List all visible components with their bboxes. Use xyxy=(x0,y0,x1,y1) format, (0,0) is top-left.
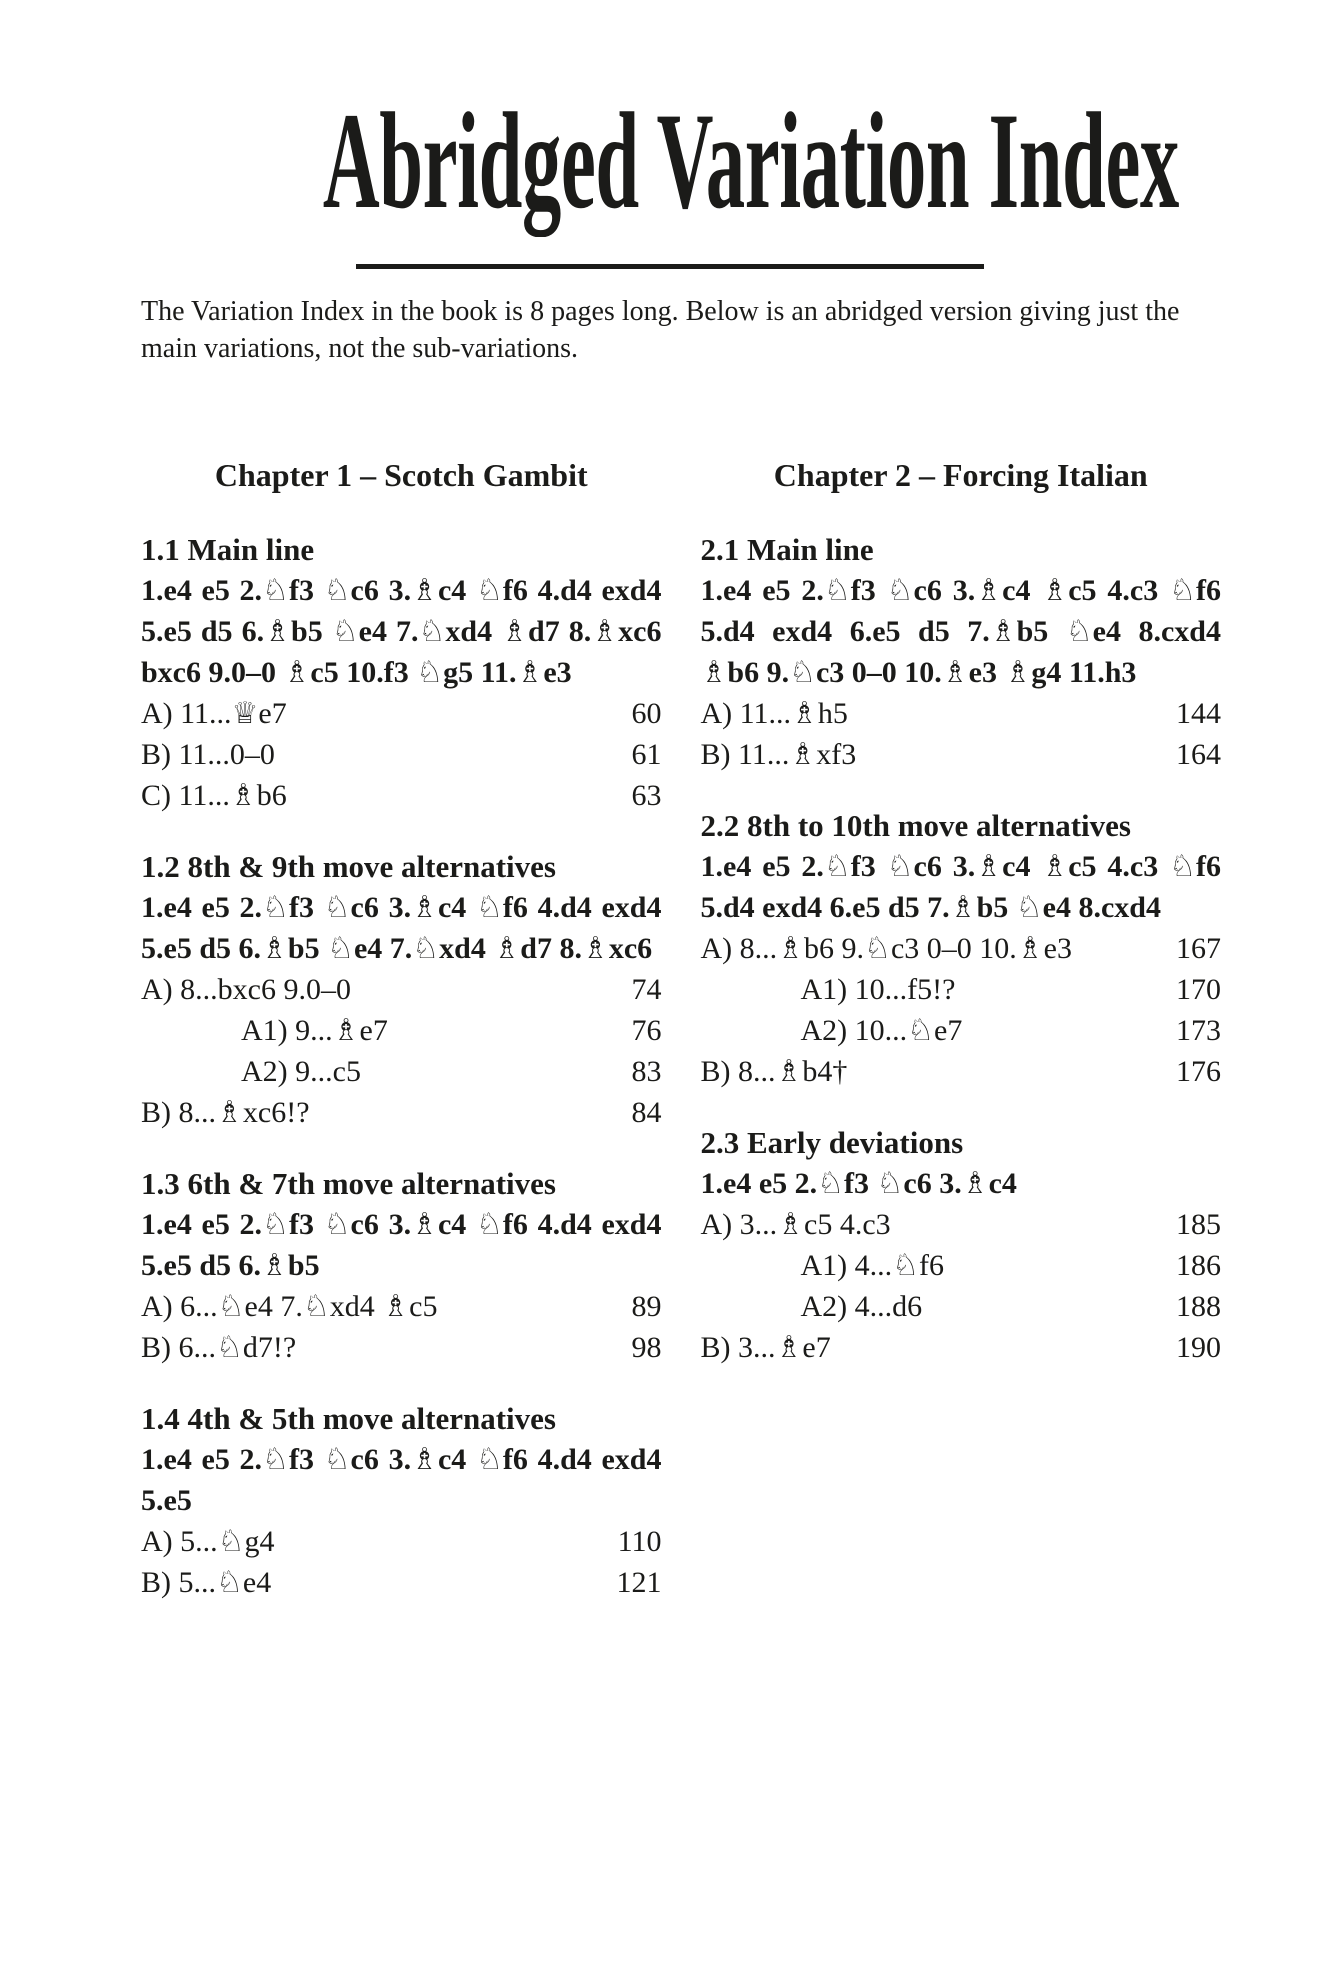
page-number: 144 xyxy=(1176,697,1221,730)
variation-label: B) 6...♘d7!? xyxy=(141,1331,297,1364)
variation-label: A) 6...♘e4 7.♘xd4 ♗c5 xyxy=(141,1290,438,1323)
variation-label: B) 8...♗xc6!? xyxy=(141,1096,310,1129)
page-number: 84 xyxy=(631,1096,662,1129)
chapter-heading: Chapter 1 – Scotch Gambit xyxy=(214,457,588,493)
variation-line xyxy=(141,1521,662,1562)
variation-label: A2) 4...d6 xyxy=(800,1290,923,1323)
variation-label: B) 5...♘e4 xyxy=(141,1566,272,1599)
variation-section xyxy=(701,529,1222,775)
variation-label: A2) 10...♘e7 xyxy=(800,1014,963,1047)
page-number: 164 xyxy=(1176,738,1221,771)
variation-line xyxy=(701,1204,1222,1245)
variation-label: B) 11...♗xf3 xyxy=(700,738,857,771)
variation-line xyxy=(141,1286,662,1327)
page-number: 61 xyxy=(631,738,662,771)
variation-section xyxy=(141,1163,662,1368)
page-number: 98 xyxy=(631,1331,662,1364)
variation-section xyxy=(141,1398,662,1603)
page-number: 176 xyxy=(1176,1055,1221,1088)
main-line-moves: 1.e4 e5 2.♘f3 ♘c6 3.♗c4 ♘f6 4.d4 exd4 5.e5 d5 6.♗b5 ♘e4 7.♘xd4 ♗d7 8.♗xc6 bxc6 9.0–0 ♗c5 10.f3 ♘g5 11.♗e3 xyxy=(141,574,662,689)
variation-label: A1) 10...f5!? xyxy=(800,973,956,1006)
variation-lines xyxy=(701,693,1222,775)
variation-label: A2) 9...c5 xyxy=(241,1055,361,1088)
variation-line xyxy=(701,1286,1222,1327)
section-heading: 1.1 Main line xyxy=(141,532,315,567)
variation-line xyxy=(701,693,1222,734)
variation-label: A) 8...♗b6 9.♘c3 0–0 10.♗e3 xyxy=(700,932,1072,965)
page-number: 188 xyxy=(1176,1290,1221,1323)
variation-section xyxy=(701,805,1222,1092)
intro-paragraph: The Variation Index in the book is 8 pages long. Below is an abridged version giving just the main variations, not the sub-variations. xyxy=(141,296,1180,364)
title-rule xyxy=(356,264,984,269)
page-number: 83 xyxy=(631,1055,662,1088)
section-heading: 2.1 Main line xyxy=(700,532,874,567)
page-title xyxy=(0,84,1339,237)
variation-line xyxy=(141,969,662,1010)
main-line-moves: 1.e4 e5 2.♘f3 ♘c6 3.♗c4 ♗c5 4.c3 ♘f6 5.d4 exd4 6.e5 d5 7.♗b5 ♘e4 8.cxd4 xyxy=(700,850,1221,924)
variation-line xyxy=(141,1562,662,1603)
variation-line xyxy=(141,1092,662,1133)
variation-line xyxy=(701,928,1222,969)
page-number: 167 xyxy=(1176,932,1221,965)
variation-section xyxy=(141,846,662,1133)
variation-lines xyxy=(701,928,1222,1092)
section-heading: 1.4 4th & 5th move alternatives xyxy=(141,1401,556,1436)
section-heading: 2.3 Early deviations xyxy=(700,1125,964,1160)
variation-line xyxy=(701,1051,1222,1092)
chapter-heading: Chapter 2 – Forcing Italian xyxy=(773,457,1148,493)
page-number: 173 xyxy=(1176,1014,1221,1047)
variation-label: C) 11...♗b6 xyxy=(141,779,287,812)
variation-lines xyxy=(141,969,662,1133)
variation-line xyxy=(141,734,662,775)
variation-label: A) 11...♕e7 xyxy=(141,697,287,730)
variation-lines xyxy=(141,693,662,816)
main-line-moves: 1.e4 e5 2.♘f3 ♘c6 3.♗c4 ♗c5 4.c3 ♘f6 5.d4 exd4 6.e5 d5 7.♗b5 ♘e4 8.cxd4 ♗b6 9.♘c3 0–0 10.♗e3 ♗g4 11.h3 xyxy=(700,574,1221,689)
chapter-column xyxy=(701,455,1222,1368)
page-number: 110 xyxy=(617,1525,662,1558)
variation-label: B) 11...0–0 xyxy=(141,738,275,771)
page-number: 186 xyxy=(1176,1249,1221,1282)
variation-lines xyxy=(141,1286,662,1368)
variation-label: B) 8...♗b4† xyxy=(700,1055,848,1088)
section-heading: 1.3 6th & 7th move alternatives xyxy=(141,1166,556,1201)
variation-line xyxy=(701,734,1222,775)
variation-label: A1) 9...♗e7 xyxy=(241,1014,388,1047)
variation-label: A) 8...bxc6 9.0–0 xyxy=(141,973,351,1006)
masthead xyxy=(0,84,1339,269)
variation-line xyxy=(701,1327,1222,1368)
variation-line xyxy=(141,775,662,816)
variation-line xyxy=(141,1327,662,1368)
page-number: 121 xyxy=(616,1566,662,1599)
variation-label: A1) 4...♘f6 xyxy=(800,1249,945,1282)
page-number: 185 xyxy=(1176,1208,1221,1241)
variation-lines xyxy=(141,1521,662,1603)
variation-label: A) 3...♗c5 4.c3 xyxy=(700,1208,891,1241)
page-number: 63 xyxy=(631,779,662,812)
variation-label: A) 5...♘g4 xyxy=(141,1525,275,1558)
page-number: 76 xyxy=(631,1014,662,1047)
variation-section xyxy=(701,1122,1222,1368)
variation-line xyxy=(141,693,662,734)
page-number: 74 xyxy=(631,973,662,1006)
variation-lines xyxy=(701,1204,1222,1368)
page-number: 190 xyxy=(1176,1331,1221,1364)
variation-label: A) 11...♗h5 xyxy=(700,697,848,730)
variation-line xyxy=(141,1010,662,1051)
index-columns xyxy=(141,455,1221,1603)
main-line-moves: 1.e4 e5 2.♘f3 ♘c6 3.♗c4 ♘f6 4.d4 exd4 5.e5 d5 6.♗b5 xyxy=(141,1208,662,1282)
book-page xyxy=(0,84,1339,1982)
variation-label: B) 3...♗e7 xyxy=(700,1331,831,1364)
variation-section xyxy=(141,529,662,816)
main-line-moves: 1.e4 e5 2.♘f3 ♘c6 3.♗c4 xyxy=(700,1167,1017,1200)
main-line-moves: 1.e4 e5 2.♘f3 ♘c6 3.♗c4 ♘f6 4.d4 exd4 5.e5 xyxy=(141,1443,662,1517)
variation-line xyxy=(701,1245,1222,1286)
variation-line xyxy=(701,969,1222,1010)
variation-line xyxy=(701,1010,1222,1051)
variation-line xyxy=(141,1051,662,1092)
main-line-moves: 1.e4 e5 2.♘f3 ♘c6 3.♗c4 ♘f6 4.d4 exd4 5.e5 d5 6.♗b5 ♘e4 7.♘xd4 ♗d7 8.♗xc6 xyxy=(141,891,662,965)
page-number: 89 xyxy=(631,1290,662,1323)
page-number: 60 xyxy=(631,697,662,730)
section-heading: 2.2 8th to 10th move alternatives xyxy=(700,808,1131,843)
section-heading: 1.2 8th & 9th move alternatives xyxy=(141,849,556,884)
page-number: 170 xyxy=(1176,973,1221,1006)
chapter-sections xyxy=(701,529,1222,1368)
chapter-sections xyxy=(141,529,662,1603)
page-title-text: Abridged Variation Index xyxy=(322,84,1179,237)
chapter-column xyxy=(141,455,662,1603)
